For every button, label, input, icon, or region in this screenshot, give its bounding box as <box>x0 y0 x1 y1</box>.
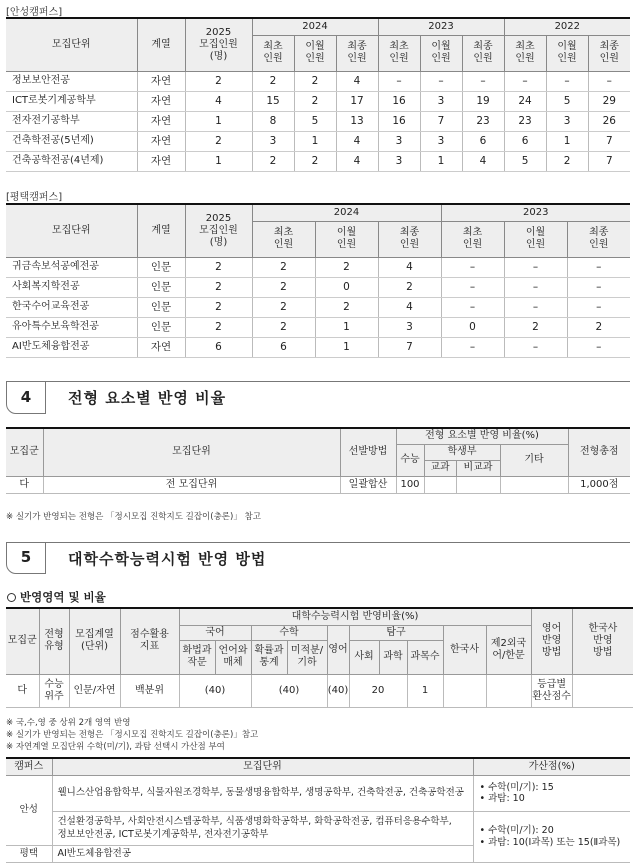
cell-value: 2 <box>185 317 252 337</box>
header-unit: 모집단위 <box>6 204 137 257</box>
cell-value: 4 <box>378 297 441 317</box>
cell-value: 2 <box>567 317 630 337</box>
cell-value: 2 <box>546 151 588 171</box>
cell-value: 2 <box>185 297 252 317</box>
cell-units: 웰니스산업융합학부, 식물자원조경학부, 동물생명융합학부, 생명공학부, 건축학전공, 건축공학전공 <box>52 775 473 811</box>
cell-value: 2 <box>185 277 252 297</box>
cell-score-index: 백분위 <box>120 674 179 707</box>
header-2025: 2025 모집인원 (명) <box>185 204 252 257</box>
cell-track: 자연 <box>137 337 185 357</box>
cell-unit: 건축학전공(5년제) <box>6 131 137 151</box>
bonus-item: • 수학(미/기): 20 <box>474 825 631 836</box>
cell-history <box>443 674 486 707</box>
cell-value: 4 <box>185 91 252 111</box>
header-2025: 2025 모집인원 (명) <box>185 18 252 71</box>
cell-group: 다 <box>6 476 43 493</box>
cell-value: 29 <box>588 91 630 111</box>
cell-math: (40) <box>251 674 327 707</box>
table-row <box>6 297 630 317</box>
table-row <box>6 71 630 91</box>
cell-value: 2 <box>504 317 567 337</box>
header-2024: 2024 <box>252 18 378 35</box>
cell-unit: 건축공학전공(4년제) <box>6 151 137 171</box>
header-final: 최종 인원 <box>567 221 630 257</box>
header-first: 최초 인원 <box>504 35 546 71</box>
header-ratio: 전형 요소별 반영 비율(%) <box>396 428 568 444</box>
header-first: 최초 인원 <box>252 35 294 71</box>
cell-nonsubject <box>456 476 500 493</box>
cell-value: 3 <box>546 111 588 131</box>
cell-bonus <box>473 811 630 862</box>
cell-value: – <box>567 297 630 317</box>
header-first: 최초 인원 <box>378 35 420 71</box>
header-unit-category: 모집계열 (단위) <box>69 608 120 674</box>
cell-value: 4 <box>336 131 378 151</box>
header-second-language: 제2외국 어/한문 <box>486 625 531 674</box>
cell-value: 8 <box>252 111 294 131</box>
table-row <box>6 674 633 707</box>
cell-value: 3 <box>378 151 420 171</box>
cell-group: 다 <box>6 674 39 707</box>
selection-ratio-table <box>6 427 630 494</box>
cell-value: – <box>567 257 630 277</box>
header-waitlist: 이월 인원 <box>504 221 567 257</box>
cell-value: 2 <box>252 257 315 277</box>
cell-unit: 전자전기공학부 <box>6 111 137 131</box>
cell-english-method: 등급별 환산점수 <box>531 674 572 707</box>
cell-value: – <box>504 257 567 277</box>
header-unit: 모집단위 <box>43 428 340 476</box>
header-final: 최종 인원 <box>462 35 504 71</box>
cell-value: 23 <box>504 111 546 131</box>
header-2023: 2023 <box>441 204 630 221</box>
cell-unit-category: 인문/자연 <box>69 674 120 707</box>
cell-track: 인문 <box>137 317 185 337</box>
cell-unit: AI반도체융합전공 <box>6 337 137 357</box>
cell-value: – <box>588 71 630 91</box>
header-history-method: 한국사 반영 방법 <box>572 608 633 674</box>
header-math-b: 미적분/ 기하 <box>287 640 327 674</box>
cell-subject <box>424 476 456 493</box>
header-inquiry: 탐구 <box>349 625 443 640</box>
anseong-table-body <box>6 71 630 171</box>
header-track: 계열 <box>137 18 185 71</box>
cell-value: 23 <box>462 111 504 131</box>
header-korean: 국어 <box>179 625 251 640</box>
cell-value: – <box>378 71 420 91</box>
header-final: 최종 인원 <box>378 221 441 257</box>
note-line: ※ 실기가 반영되는 전형은 「정시모집 진학지도 길잡이(충론)」참고 <box>6 730 259 740</box>
cell-value: – <box>546 71 588 91</box>
header-social: 사회 <box>349 640 379 674</box>
header-final: 최종 인원 <box>588 35 630 71</box>
header-science: 과학 <box>379 640 407 674</box>
cell-method: 일괄합산 <box>340 476 396 493</box>
cell-value: 3 <box>378 317 441 337</box>
cell-value: 3 <box>378 131 420 151</box>
cell-value: 7 <box>588 131 630 151</box>
header-record: 학생부 <box>424 444 500 460</box>
header-2023: 2023 <box>378 18 504 35</box>
table-row <box>6 775 630 811</box>
cell-value: 2 <box>185 257 252 277</box>
cell-history-method <box>572 674 633 707</box>
cell-track: 자연 <box>137 71 185 91</box>
cell-value: 6 <box>462 131 504 151</box>
header-unit: 모집단위 <box>6 18 137 71</box>
cell-value: 7 <box>420 111 462 131</box>
cell-value: – <box>504 297 567 317</box>
cell-track: 인문 <box>137 277 185 297</box>
cell-value: 2 <box>294 151 336 171</box>
cell-unit: 한국수어교육전공 <box>6 297 137 317</box>
cell-count: 1 <box>407 674 443 707</box>
cell-value: – <box>504 337 567 357</box>
cell-value: 1 <box>294 131 336 151</box>
cell-track: 인문 <box>137 297 185 317</box>
cell-second-language <box>486 674 531 707</box>
header-count: 과목수 <box>407 640 443 674</box>
cell-value: – <box>441 277 504 297</box>
cell-value: 5 <box>546 91 588 111</box>
section-4-number: 4 <box>20 388 32 406</box>
header-nonsubject: 비교과 <box>456 460 500 476</box>
cell-unit: 사회복지학전공 <box>6 277 137 297</box>
cell-type: 수능 위주 <box>39 674 69 707</box>
cell-value: 1 <box>546 131 588 151</box>
cell-track: 자연 <box>137 131 185 151</box>
cell-track: 자연 <box>137 151 185 171</box>
header-english-method: 영어 반영 방법 <box>531 608 572 674</box>
header-campus: 캠퍼스 <box>6 758 52 775</box>
header-subject: 교과 <box>424 460 456 476</box>
cell-value: – <box>441 257 504 277</box>
cell-value: 7 <box>588 151 630 171</box>
header-math-a: 확률과 통계 <box>251 640 287 674</box>
cell-value: 16 <box>378 91 420 111</box>
header-waitlist: 이월 인원 <box>420 35 462 71</box>
table-row <box>6 151 630 171</box>
header-score-index: 점수활용 지표 <box>120 608 179 674</box>
cell-value: 3 <box>252 131 294 151</box>
table-row <box>6 91 630 111</box>
circle-bullet-icon <box>7 593 16 602</box>
section-4-title: 전형 요소별 반영 비율 <box>68 389 227 407</box>
header-other: 기타 <box>500 444 568 476</box>
header-final: 최종 인원 <box>336 35 378 71</box>
header-group: 모집군 <box>6 608 39 674</box>
table-row <box>6 317 630 337</box>
header-bonus: 가산점(%) <box>473 758 630 775</box>
cell-bonus <box>473 775 630 811</box>
cell-value: 2 <box>378 277 441 297</box>
cell-value: 0 <box>315 277 378 297</box>
cell-value: – <box>441 337 504 357</box>
cell-value: 7 <box>378 337 441 357</box>
table-row <box>6 257 630 277</box>
cell-value: 1 <box>315 317 378 337</box>
section-5-title: 대학수학능력시험 반영 방법 <box>68 550 267 568</box>
anseong-admission-table <box>6 17 630 172</box>
header-first: 최초 인원 <box>252 221 315 257</box>
header-waitlist: 이월 인원 <box>546 35 588 71</box>
cell-korean: (40) <box>179 674 251 707</box>
cell-other <box>500 476 568 493</box>
bonus-item: • 수학(미/기): 15 <box>474 782 631 793</box>
bonus-item: • 과탐: 10 <box>474 793 631 804</box>
section-4-number-box <box>6 381 46 414</box>
cell-value: 5 <box>294 111 336 131</box>
table-row <box>6 337 630 357</box>
cell-campus-pyeongtaek: 평택 <box>6 845 52 862</box>
cell-track: 자연 <box>137 111 185 131</box>
cell-value: – <box>504 71 546 91</box>
cell-value: 1 <box>420 151 462 171</box>
cell-total: 1,000점 <box>568 476 630 493</box>
cell-value: – <box>462 71 504 91</box>
cell-value: 1 <box>185 111 252 131</box>
cell-unit: 전 모집단위 <box>43 476 340 493</box>
cell-value: 4 <box>336 71 378 91</box>
header-group: 모집군 <box>6 428 43 476</box>
header-type: 전형 유형 <box>39 608 69 674</box>
header-total: 전형총점 <box>568 428 630 476</box>
cell-track: 인문 <box>137 257 185 277</box>
cell-value: 2 <box>252 297 315 317</box>
cell-value: 5 <box>504 151 546 171</box>
cell-unit: ICT로봇기계공학부 <box>6 91 137 111</box>
note-line: ※ 자연계열 모집단위 수학(미/기), 과탐 선택시 가산점 부여 <box>6 742 225 752</box>
cell-value: 19 <box>462 91 504 111</box>
cell-value: 1 <box>185 151 252 171</box>
header-waitlist: 이월 인원 <box>315 221 378 257</box>
cell-value: – <box>567 337 630 357</box>
cell-english: (40) <box>327 674 349 707</box>
pyeongtaek-admission-table <box>6 203 630 358</box>
cell-value: 2 <box>185 71 252 91</box>
cell-value: – <box>567 277 630 297</box>
section-4-rule <box>46 381 630 382</box>
header-suneung-ratio: 대학수능력시험 반영비율(%) <box>179 608 531 625</box>
header-track: 계열 <box>137 204 185 257</box>
cell-value: 2 <box>315 297 378 317</box>
table-row <box>6 277 630 297</box>
suneung-ratio-table <box>6 607 633 708</box>
cell-value: 6 <box>185 337 252 357</box>
cell-inquiry: 20 <box>349 674 407 707</box>
table-row <box>6 476 630 493</box>
bonus-item: • 과탐: 10(Ⅰ과목) 또는 15(Ⅱ과목) <box>474 837 631 848</box>
pyeongtaek-campus-label: [평택캠퍼스] <box>6 192 63 203</box>
cell-value: 2 <box>294 91 336 111</box>
cell-unit: 정보보안전공 <box>6 71 137 91</box>
note-line: ※ 국,수,영 중 상위 2개 영역 반영 <box>6 718 131 728</box>
header-unit: 모집단위 <box>52 758 473 775</box>
cell-value: 4 <box>336 151 378 171</box>
header-first: 최초 인원 <box>441 221 504 257</box>
cell-value: 16 <box>378 111 420 131</box>
section-5-number-box <box>6 542 46 574</box>
cell-value: 4 <box>378 257 441 277</box>
header-2024: 2024 <box>252 204 441 221</box>
section-5-subheading: 반영영역 및 비율 <box>7 589 106 605</box>
section-5-notes <box>6 717 258 753</box>
header-korean-a: 화법과 작문 <box>179 640 215 674</box>
cell-value: 0 <box>441 317 504 337</box>
cell-value: 6 <box>252 337 315 357</box>
bonus-points-table <box>6 757 630 863</box>
cell-value: 3 <box>420 91 462 111</box>
cell-campus-anseong: 안성 <box>6 775 52 845</box>
header-suneung: 수능 <box>396 444 424 476</box>
cell-suneung: 100 <box>396 476 424 493</box>
cell-value: 4 <box>462 151 504 171</box>
table-row <box>6 131 630 151</box>
cell-value: 13 <box>336 111 378 131</box>
cell-value: 26 <box>588 111 630 131</box>
header-method: 선발방법 <box>340 428 396 476</box>
cell-value: 3 <box>420 131 462 151</box>
header-math: 수학 <box>251 625 327 640</box>
cell-value: 2 <box>185 131 252 151</box>
cell-track: 자연 <box>137 91 185 111</box>
cell-value: 15 <box>252 91 294 111</box>
cell-value: 2 <box>252 277 315 297</box>
cell-units: 건설환경공학부, 사회안전시스템공학부, 식품생명화학공학부, 화학공학전공, 컴퓨터응용수학부, 정보보안전공, ICT로봇기계공학부, 전자전기공학부 <box>52 811 473 845</box>
header-history: 한국사 <box>443 625 486 674</box>
cell-unit: 유아특수보육학전공 <box>6 317 137 337</box>
cell-value: 24 <box>504 91 546 111</box>
header-2022: 2022 <box>504 18 630 35</box>
header-korean-b: 언어와 매체 <box>215 640 251 674</box>
header-waitlist: 이월 인원 <box>294 35 336 71</box>
cell-value: – <box>420 71 462 91</box>
pyeongtaek-table-body <box>6 257 630 357</box>
section-5-number: 5 <box>20 548 32 566</box>
table-row <box>6 111 630 131</box>
section-4-note: ※ 실기가 반영되는 전형은 「정시모집 진학지도 길잡이(충론)」 참고 <box>6 512 261 522</box>
cell-value: 2 <box>252 317 315 337</box>
header-english: 영어 <box>327 625 349 674</box>
cell-value: 2 <box>252 151 294 171</box>
cell-value: 6 <box>504 131 546 151</box>
cell-value: 2 <box>252 71 294 91</box>
section-5-rule <box>46 542 630 543</box>
cell-value: 2 <box>315 257 378 277</box>
cell-value: 1 <box>315 337 378 357</box>
cell-unit: 귀금속보석공예전공 <box>6 257 137 277</box>
anseong-campus-label: [안성캠퍼스] <box>6 7 63 18</box>
cell-units: AI반도체융합전공 <box>52 845 473 862</box>
cell-value: – <box>441 297 504 317</box>
table-row <box>6 811 630 845</box>
cell-value: 17 <box>336 91 378 111</box>
cell-value: – <box>504 277 567 297</box>
cell-value: 2 <box>294 71 336 91</box>
